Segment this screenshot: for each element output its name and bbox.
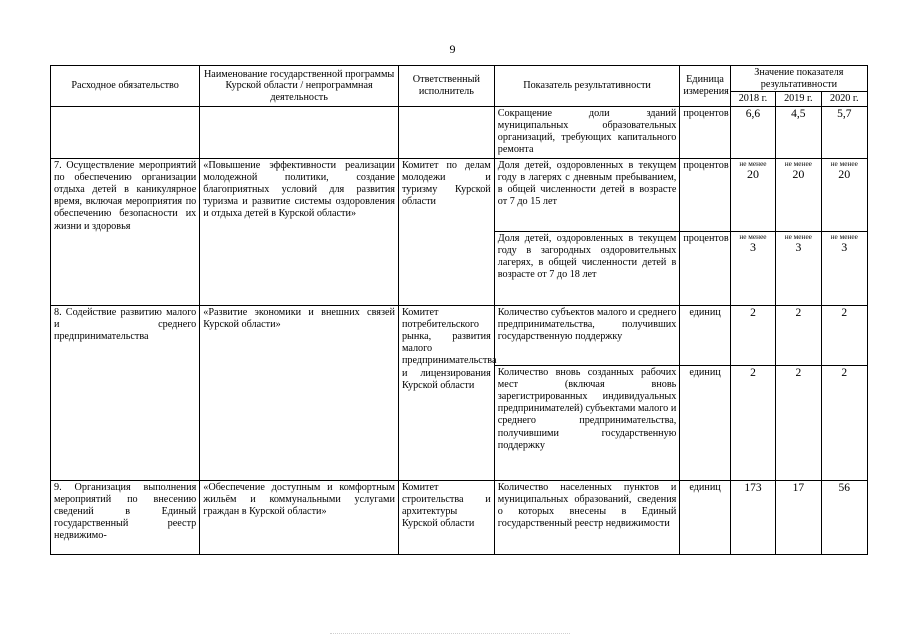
cell-executor: Комитет по делам молодежи и туризму Курской области bbox=[398, 158, 494, 305]
cell-unit: процентов bbox=[680, 158, 730, 231]
table-row bbox=[51, 480, 868, 554]
cell-value-2019: 2 bbox=[776, 305, 821, 365]
header-program: Наименование государственной программы Курской области / непрограммная деятельность bbox=[200, 66, 399, 107]
cell-value-2019 bbox=[776, 231, 821, 305]
value-prefix: не менее bbox=[739, 231, 767, 241]
cell-value-2018: 2 bbox=[730, 305, 775, 365]
value-prefix: не менее bbox=[830, 158, 858, 168]
cell-value-2018: 6,6 bbox=[730, 106, 775, 158]
value-prefix: не менее bbox=[739, 158, 767, 168]
cell-indicator: Количество субъектов малого и среднего предпринимательства, получивших государственную поддержку bbox=[494, 305, 680, 365]
value-number: 3 bbox=[749, 239, 756, 254]
cell-executor: Комитет потребительского рынка, развития малого предпринимательства и лицензирования Курской области bbox=[398, 305, 494, 480]
cell-value-2019: 2 bbox=[776, 365, 821, 480]
header-year-2019: 2019 г. bbox=[776, 92, 821, 107]
cell-value-2020: 5,7 bbox=[821, 106, 867, 158]
header-year-2018: 2018 г. bbox=[730, 92, 775, 107]
cell-value-2020: 56 bbox=[821, 480, 867, 554]
scan-artifact-divider bbox=[330, 633, 570, 637]
cell-indicator: Доля детей, оздоровленных в текущем году в лагерях с дневным пребыванием, в общей численности детей в возрасте от 7 до 15 лет bbox=[494, 158, 680, 231]
cell-indicator: Сокращение доли зданий муниципальных образовательных организаций, требующих капитального ремонта bbox=[494, 106, 680, 158]
value-number: 3 bbox=[841, 239, 848, 254]
cell-unit: процентов bbox=[680, 231, 730, 305]
cell-unit: процентов bbox=[680, 106, 730, 158]
cell-program: «Развитие экономики и внешних связей Курской области» bbox=[200, 305, 399, 480]
header-year-2020: 2020 г. bbox=[821, 92, 867, 107]
cell-value-2018: 2 bbox=[730, 365, 775, 480]
results-table bbox=[50, 65, 868, 555]
header-row bbox=[51, 66, 868, 92]
value-number: 20 bbox=[792, 166, 805, 181]
cell-indicator: Количество вновь созданных рабочих мест (включая вновь зарегистрированных индивидуальных предпринимателей) субъектами малого и среднего предпринимательства, получившими государственную поддержку bbox=[494, 365, 680, 480]
table-row bbox=[51, 305, 868, 365]
header-unit: Единица измерения bbox=[680, 66, 730, 107]
table-row bbox=[51, 106, 868, 158]
cell-program-empty bbox=[200, 106, 399, 158]
cell-value-2020: 2 bbox=[821, 305, 867, 365]
header-value: Значение показателя результативности bbox=[730, 66, 867, 92]
cell-indicator: Доля детей, оздоровленных в текущем году в загородных оздоровительных лагерях, в общей численности детей в возрасте от 7 до 18 лет bbox=[494, 231, 680, 305]
value-prefix: не менее bbox=[830, 231, 858, 241]
cell-value-2020 bbox=[821, 231, 867, 305]
cell-value-2019: 17 bbox=[776, 480, 821, 554]
cell-value-2020 bbox=[821, 158, 867, 231]
cell-unit: единиц bbox=[680, 365, 730, 480]
cell-value-2018: 173 bbox=[730, 480, 775, 554]
header-obligation: Расходное обязательство bbox=[51, 66, 200, 107]
cell-obligation: 9. Организация выполнения мероприятий по внесению сведений в Единый государственный реестр недвижимо- bbox=[51, 480, 200, 554]
table-row bbox=[51, 158, 868, 231]
cell-program: «Повышение эффективности реализации молодежной политики, создание благоприятных условий для развития туризма и развитие системы оздоровления и отдыха детей в Курской области» bbox=[200, 158, 399, 305]
cell-value-2019 bbox=[776, 158, 821, 231]
value-number: 3 bbox=[795, 239, 802, 254]
cell-value-2019: 4,5 bbox=[776, 106, 821, 158]
value-prefix: не менее bbox=[784, 231, 812, 241]
page-number: 9 bbox=[449, 42, 456, 56]
cell-unit: единиц bbox=[680, 480, 730, 554]
cell-obligation: 7. Осуществление мероприятий по обеспечению организации отдыха детей в каникулярное время, включая мероприятия по обеспечению безопасности их жизни и здоровья bbox=[51, 158, 200, 305]
header-executor: Ответственный исполнитель bbox=[398, 66, 494, 107]
cell-unit: единиц bbox=[680, 305, 730, 365]
value-prefix: не менее bbox=[784, 158, 812, 168]
cell-executor-empty bbox=[398, 106, 494, 158]
cell-value-2020: 2 bbox=[821, 365, 867, 480]
cell-value-2018 bbox=[730, 231, 775, 305]
header-indicator: Показатель результативности bbox=[494, 66, 680, 107]
value-number: 20 bbox=[746, 166, 759, 181]
cell-program: «Обеспечение доступным и комфортным жильём и коммунальными услугами граждан в Курской области» bbox=[200, 480, 399, 554]
cell-obligation-empty bbox=[51, 106, 200, 158]
value-number: 20 bbox=[838, 166, 851, 181]
cell-value-2018 bbox=[730, 158, 775, 231]
cell-obligation: 8. Содействие развитию малого и среднего предпринимательства bbox=[51, 305, 200, 480]
cell-indicator: Количество населенных пунктов и муниципальных образований, сведения о которых внесены в Единый государственный реестр недвижимости bbox=[494, 480, 680, 554]
cell-executor: Комитет строительства и архитектуры Курской области bbox=[398, 480, 494, 554]
